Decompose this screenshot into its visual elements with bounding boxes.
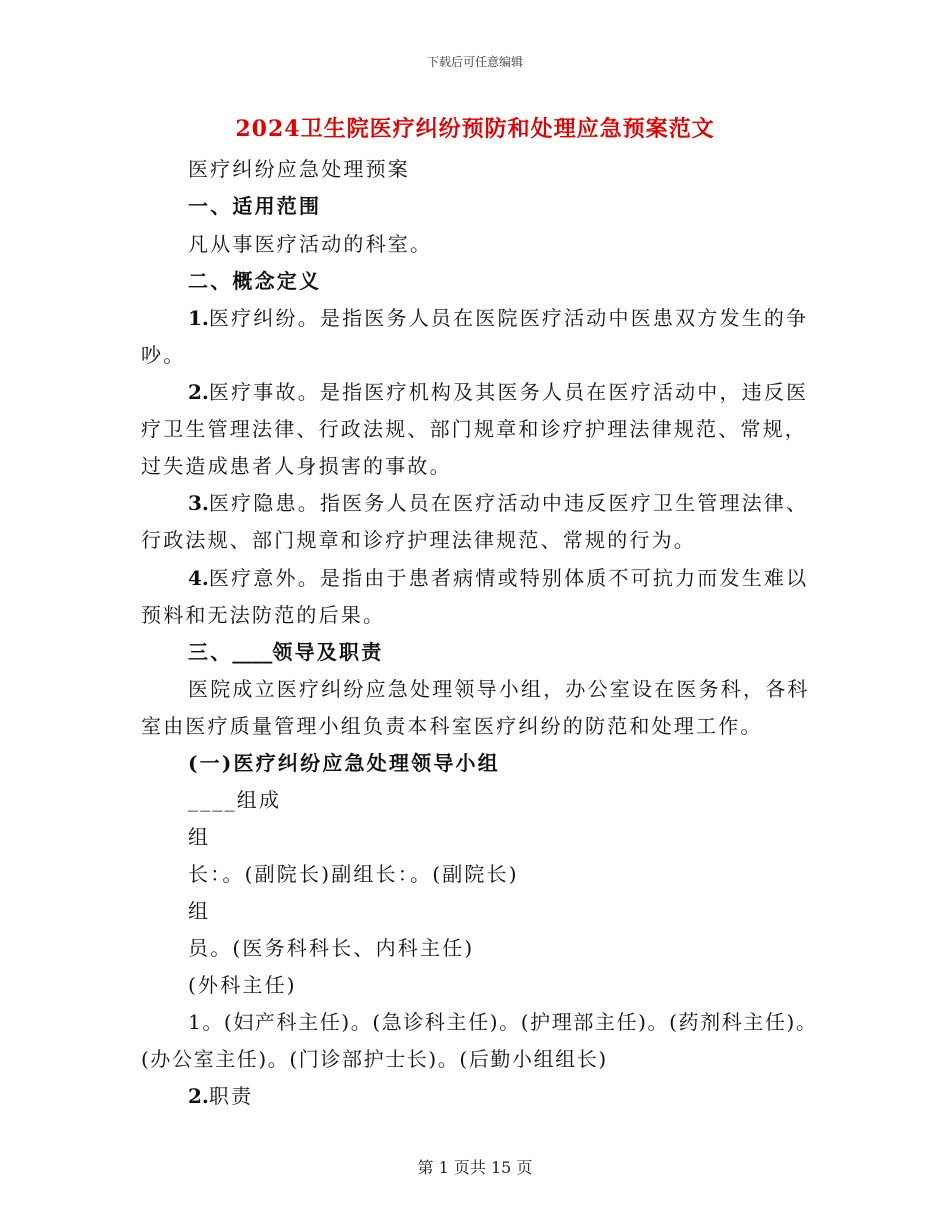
page-footer: 第 1 页共 15 页: [417, 1158, 533, 1177]
item-number: 1.: [188, 306, 209, 330]
body-line: 1。(妇产科主任)。(急诊科主任)。(护理部主任)。(药剂科主任)。: [188, 1010, 818, 1034]
item-number: 2.: [188, 1084, 209, 1108]
section-heading-definitions: 二、概念定义: [188, 269, 322, 293]
item-text: 职责: [208, 1084, 254, 1108]
body-line: 凡从事医疗活动的科室。: [188, 232, 433, 256]
duties-item: [188, 1082, 253, 1110]
item-text: 医疗意外。是指由于患者病情或特别体质不可抗力而发生难以: [208, 566, 809, 590]
body-line: ____组成: [188, 788, 282, 812]
definition-item-2: [188, 378, 808, 406]
body-line: 疗卫生管理法律、行政法规、部门规章和诊疗护理法律规范、常规，: [141, 417, 807, 441]
subtitle-line: 医疗纠纷应急处理预案: [188, 157, 410, 181]
body-line: 员。(医务科科长、内科主任): [188, 936, 475, 960]
body-line: 室由医疗质量管理小组负责本科室医疗纠纷的防范和处理工作。: [141, 714, 763, 738]
blank-underline: ____: [232, 640, 273, 664]
section-heading-scope: 一、适用范围: [188, 194, 322, 218]
definition-item-3: [188, 489, 808, 517]
item-number: 3.: [188, 491, 209, 515]
item-text: 医疗隐患。指医务人员在医疗活动中违反医疗卫生管理法律、: [208, 491, 809, 515]
item-number: 4.: [188, 566, 209, 590]
body-line: 医院成立医疗纠纷应急处理领导小组，办公室设在医务科，各科: [188, 677, 810, 701]
subsection-heading: (一)医疗纠纷应急处理领导小组: [188, 751, 500, 775]
definition-item-1: [188, 304, 808, 332]
item-text: 医疗纠纷。是指医务人员在医院医疗活动中医患双方发生的争: [208, 306, 809, 330]
item-number: 2.: [188, 380, 209, 404]
document-title: 2024卫生院医疗纠纷预防和处理应急预案范文: [235, 116, 715, 142]
body-line: 吵。: [141, 343, 186, 367]
body-line: 长：。(副院长)副组长：。(副院长): [188, 862, 519, 886]
body-line: 组: [188, 825, 211, 849]
body-line: 预料和无法防范的后果。: [141, 603, 386, 627]
body-line: (办公室主任)。(门诊部护士长)。(后勤小组组长): [141, 1047, 608, 1071]
definition-item-4: [188, 564, 808, 592]
heading-text: 领导及职责: [272, 640, 384, 664]
body-line: (外科主任): [188, 973, 297, 997]
heading-prefix: 三、: [188, 640, 233, 664]
item-text: 医疗事故。是指医疗机构及其医务人员在医疗活动中，违反医: [208, 380, 809, 404]
body-line: 过失造成患者人身损害的事故。: [141, 454, 452, 478]
section-heading-leadership: [188, 638, 383, 666]
body-line: 行政法规、部门规章和诊疗护理法律规范、常规的行为。: [141, 528, 696, 552]
body-line: 组: [188, 899, 211, 923]
page-header-note: 下载后可任意编辑: [426, 55, 523, 69]
